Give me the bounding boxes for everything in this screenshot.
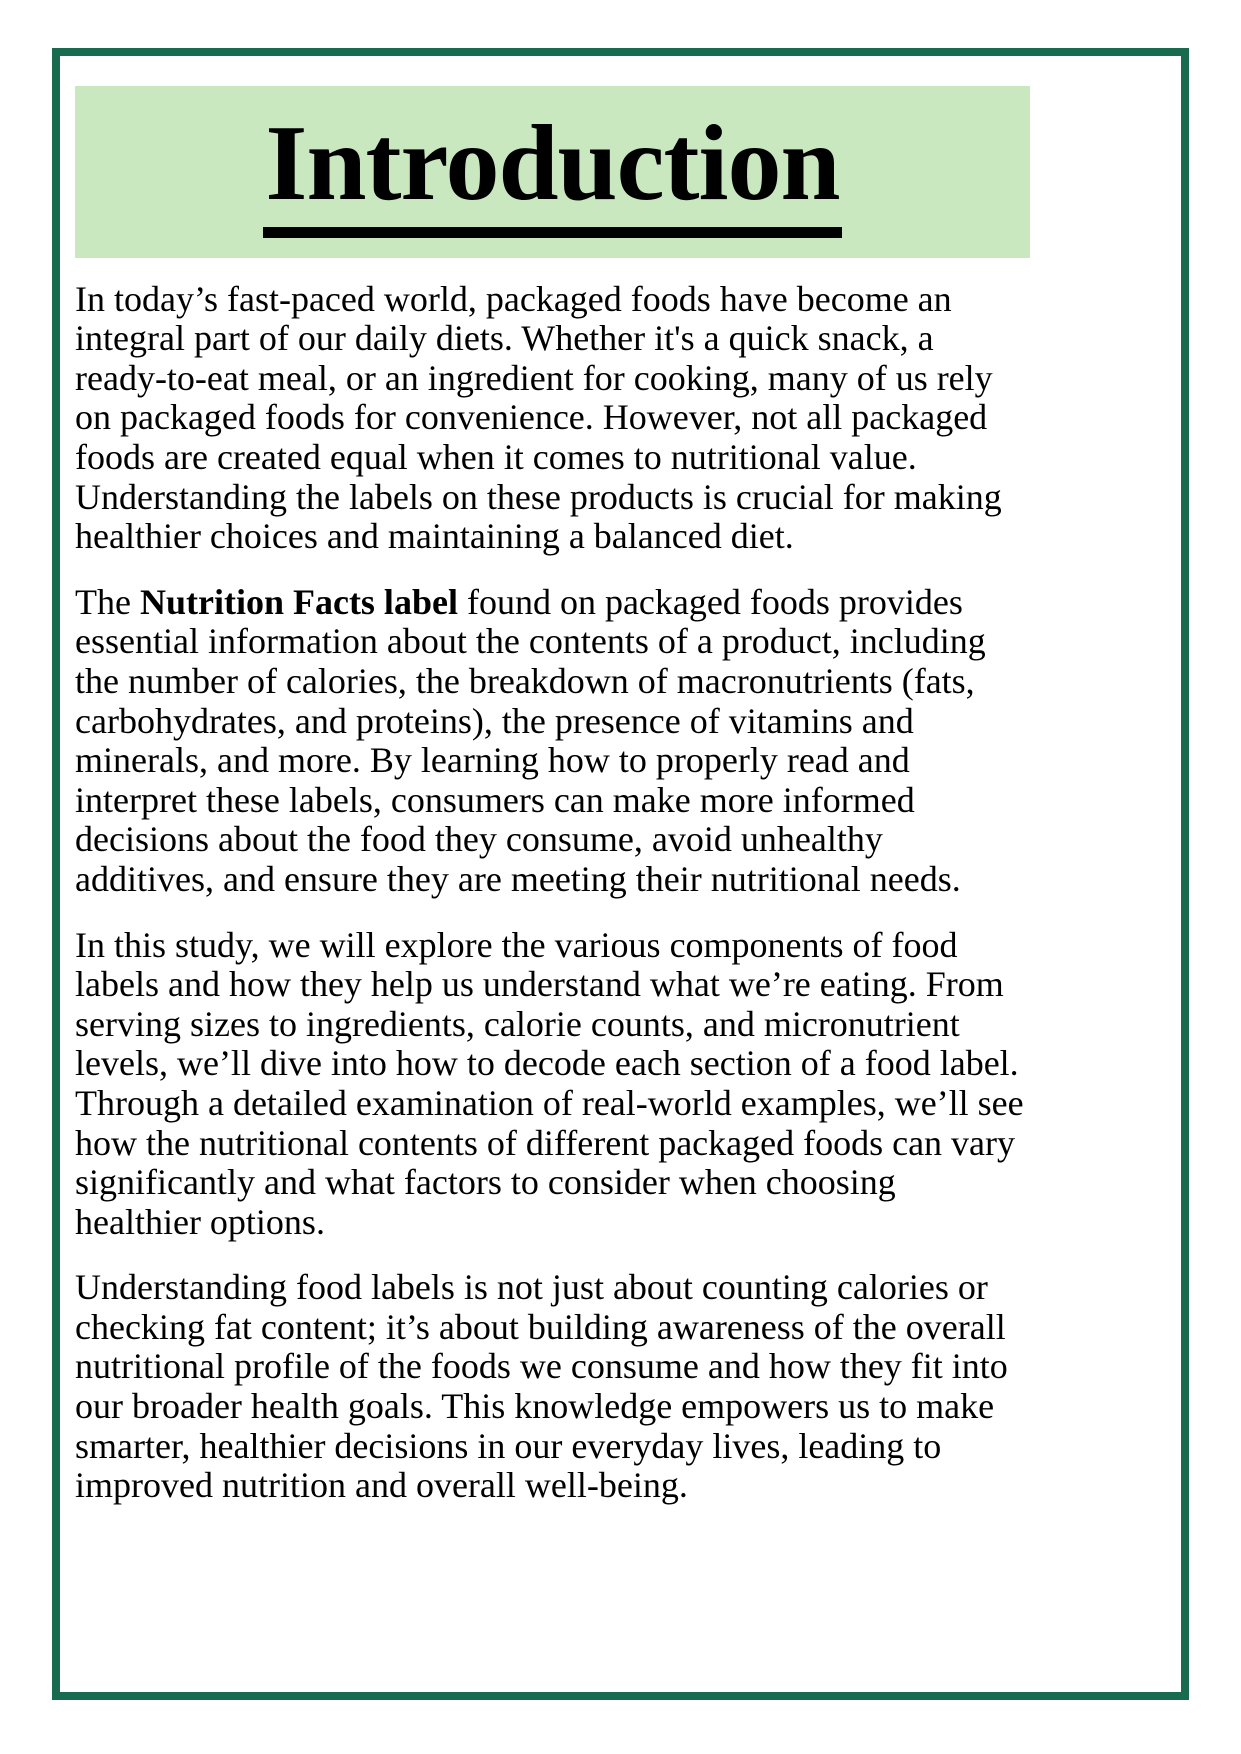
paragraph-3-run-0: In this study, we will explore the various components of food labels and how they help us understand what we’re eating. From serving sizes to ingredients, calorie counts, and micronutrient levels, we’ll dive into how to decode each section of a food label. Through a detailed examination of real-world examples, we’ll see how the nutritional contents of different packaged foods can vary significantly and what factors to consider when choosing healthier options.: [75, 924, 1024, 1242]
paragraph-4: [75, 1268, 1030, 1506]
paragraph-2-run-1: Nutrition Facts label: [139, 581, 458, 622]
paragraph-2-run-0: The: [75, 581, 140, 622]
paragraph-2-run-2: found on packaged foods provides essential information about the contents of a product, including the number of calories, the breakdown of macronutrients (fats, carbohydrates, and proteins), the presence of vitamins and minerals, and more. By learning how to properly read and interpret these labels, consumers can make more informed decisions about the food they consume, avoid unhealthy additives, and ensure they are meeting their nutritional needs.: [75, 581, 986, 899]
paragraph-1: [75, 280, 1030, 557]
title-block: [257, 86, 847, 258]
body-copy: [75, 280, 1030, 1506]
page-title: Introduction: [265, 104, 840, 223]
paragraph-1-run-0: In today’s fast-paced world, packaged foods have become an integral part of our daily diets. Whether it's a quick snack, a ready-to-eat meal, or an ingredient for cooking, many of us rely on packaged foods for convenience. However, not all packaged foods are created equal when it comes to nutritional value. Understanding the labels on these products is crucial for making healthier choices and maintaining a balanced diet.: [75, 278, 1002, 557]
paragraph-4-run-0: Understanding food labels is not just about counting calories or checking fat content; it’s about building awareness of the overall nutritional profile of the foods we consume and how they fit into our broader health goals. This knowledge empowers us to make smarter, healthier decisions in our everyday lives, leading to improved nutrition and overall well-being.: [75, 1267, 1008, 1506]
paragraph-3: [75, 926, 1030, 1243]
title-underline-rule: [263, 227, 841, 238]
document-content: [75, 86, 1030, 1506]
paragraph-2: [75, 583, 1030, 900]
title-highlight-band: [75, 86, 1030, 258]
